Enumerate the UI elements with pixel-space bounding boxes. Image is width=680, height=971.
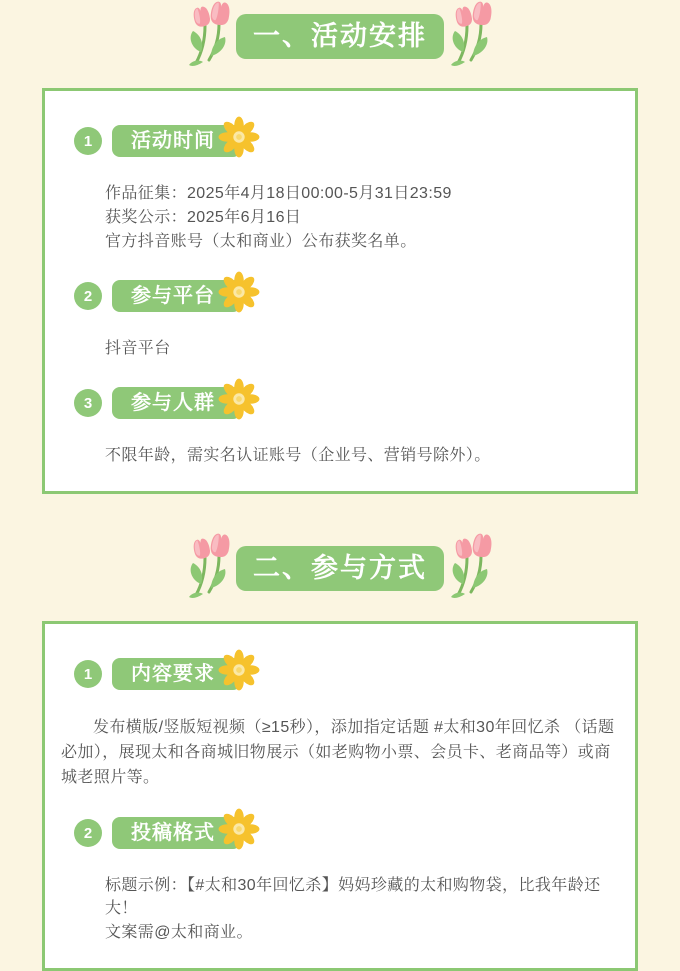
item-activity-time — [59, 125, 621, 253]
body-line: 官方抖音账号（太和商业）公布获奖名单。 — [105, 233, 417, 250]
section-2-card — [42, 621, 638, 971]
item-header — [59, 280, 621, 312]
item-label: 参与人群 — [112, 387, 241, 419]
item-number-badge: 2 — [74, 819, 102, 847]
item-label: 参与平台 — [112, 280, 241, 312]
item-body — [105, 874, 621, 944]
item-label: 活动时间 — [112, 125, 241, 157]
item-label-wrap — [112, 658, 241, 690]
item-platform — [59, 280, 621, 360]
item-header — [59, 387, 621, 419]
item-body — [61, 715, 621, 790]
item-content-requirements — [59, 658, 621, 790]
item-number-badge: 2 — [74, 282, 102, 310]
item-label-wrap — [112, 280, 241, 312]
item-body — [105, 337, 611, 360]
daisy-icon — [220, 810, 258, 848]
body-line: 作品征集：2025年4月18日00:00-5月31日23:59 — [105, 185, 452, 202]
item-label-wrap — [112, 817, 241, 849]
item-label: 内容要求 — [112, 658, 241, 690]
section-1-card — [42, 88, 638, 494]
item-number-badge: 3 — [74, 389, 102, 417]
body-line: 标题示例：【#太和30年回忆杀】妈妈珍藏的太和购物袋，比我年龄还大！ — [105, 877, 601, 917]
item-header — [59, 658, 621, 690]
daisy-icon — [220, 118, 258, 156]
section-1-header — [0, 2, 680, 70]
daisy-icon — [220, 651, 258, 689]
item-header — [59, 125, 621, 157]
body-line: 获奖公示：2025年6月16日 — [105, 209, 302, 226]
item-audience — [59, 387, 621, 467]
item-header — [59, 817, 621, 849]
tulip-icon — [449, 536, 493, 600]
item-label-wrap — [112, 387, 241, 419]
body-paragraph: 发布横版/竖版短视频（≥15秒），添加指定话题 #太和30年回忆杀 （话题必加），展现太和各商城旧物展示（如老购物小票、会员卡、老商品等）或商城老照片等。 — [61, 719, 615, 786]
item-label: 投稿格式 — [112, 817, 241, 849]
body-line: 文案需@太和商业。 — [105, 924, 253, 941]
daisy-icon — [220, 380, 258, 418]
section-2-title: 二、参与方式 — [236, 546, 444, 591]
daisy-icon — [220, 273, 258, 311]
tulip-icon — [187, 536, 231, 600]
body-line: 不限年龄，需实名认证账号（企业号、营销号除外）。 — [105, 447, 491, 464]
item-submission-format — [59, 817, 621, 944]
item-number-badge: 1 — [74, 127, 102, 155]
item-label-wrap — [112, 125, 241, 157]
item-body — [105, 444, 611, 467]
tulip-icon — [449, 4, 493, 68]
tulip-icon — [187, 4, 231, 68]
section-1-title: 一、活动安排 — [236, 14, 444, 59]
item-number-badge: 1 — [74, 660, 102, 688]
item-body — [105, 182, 611, 253]
section-2-header — [0, 534, 680, 602]
body-line: 抖音平台 — [105, 340, 171, 357]
